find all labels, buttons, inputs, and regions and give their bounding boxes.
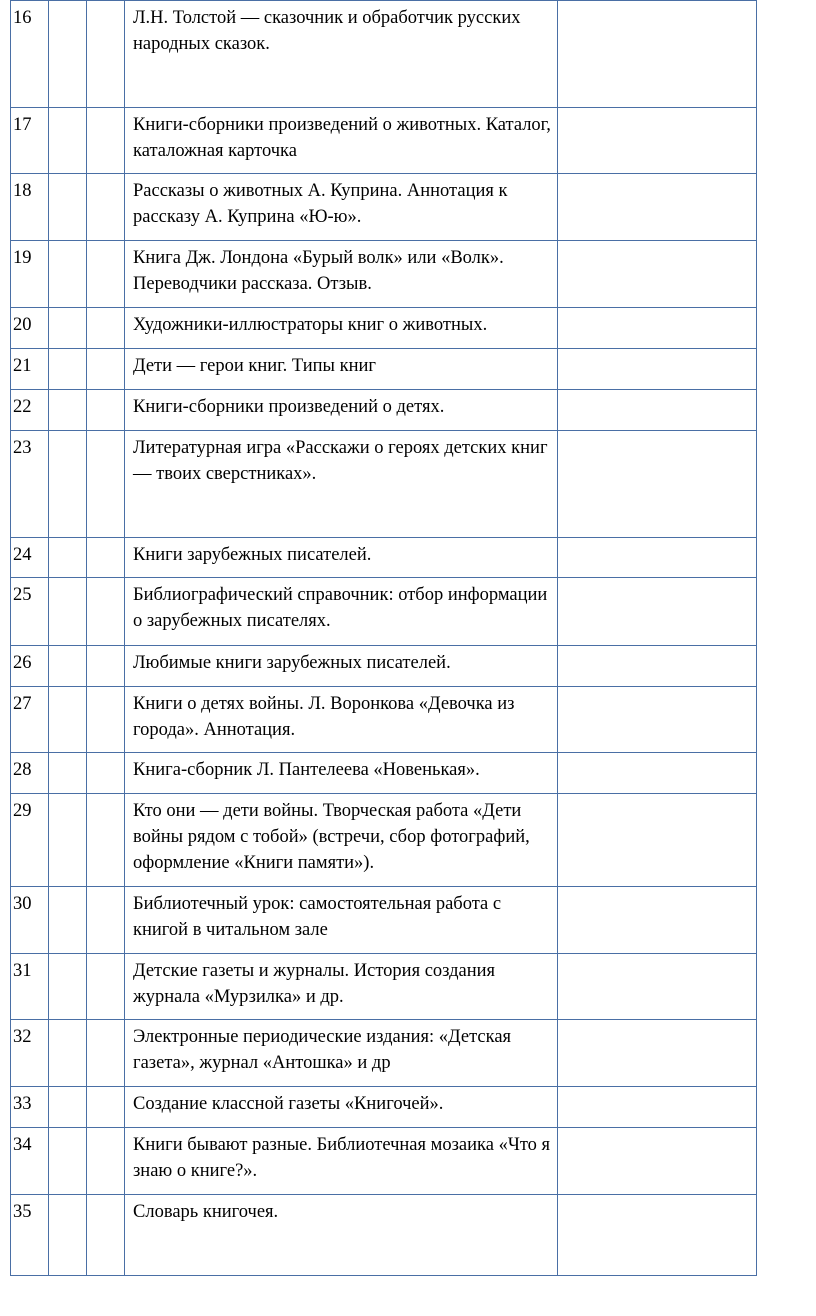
- empty-cell: [87, 1, 125, 108]
- lesson-number-cell: [11, 174, 49, 241]
- table-row: [11, 1195, 757, 1276]
- empty-cell: [87, 687, 125, 753]
- empty-cell: [49, 954, 87, 1020]
- lesson-topic: Электронные периодические издания: «Детская газета», журнал «Антошка» и др: [133, 1027, 512, 1073]
- notes-cell: [558, 1128, 757, 1195]
- notes-cell: [558, 753, 757, 794]
- lesson-topic-cell: [125, 431, 558, 538]
- lesson-number: 23: [13, 438, 32, 458]
- lesson-number: 22: [13, 397, 32, 417]
- lesson-number-cell: [11, 887, 49, 954]
- lesson-number-cell: [11, 1, 49, 108]
- empty-cell: [87, 1195, 125, 1276]
- notes-cell: [558, 646, 757, 687]
- lesson-number: 27: [13, 694, 32, 714]
- lesson-number: 24: [13, 545, 32, 565]
- empty-cell: [49, 687, 87, 753]
- notes-cell: [558, 687, 757, 753]
- lesson-topic: Любимые книги зарубежных писателей.: [133, 653, 451, 673]
- empty-cell: [49, 887, 87, 954]
- lesson-number: 19: [13, 248, 32, 268]
- lesson-topic-cell: [125, 308, 558, 349]
- lesson-topic: Рассказы о животных А. Куприна. Аннотация к рассказу А. Куприна «Ю-ю».: [133, 181, 508, 227]
- table-row: [11, 108, 757, 174]
- lesson-number: 20: [13, 315, 32, 335]
- lesson-topic: Литературная игра «Расскажи о героях детских книг — твоих сверстниках».: [133, 438, 548, 484]
- empty-cell: [49, 1128, 87, 1195]
- lesson-number-cell: [11, 1128, 49, 1195]
- empty-cell: [87, 390, 125, 431]
- lesson-number: 35: [13, 1202, 32, 1222]
- empty-cell: [87, 794, 125, 887]
- notes-cell: [558, 108, 757, 174]
- notes-cell: [558, 954, 757, 1020]
- empty-cell: [49, 578, 87, 646]
- notes-cell: [558, 794, 757, 887]
- lesson-number: 28: [13, 760, 32, 780]
- notes-cell: [558, 390, 757, 431]
- lesson-number-cell: [11, 390, 49, 431]
- empty-cell: [87, 308, 125, 349]
- lesson-topic-cell: [125, 349, 558, 390]
- notes-cell: [558, 174, 757, 241]
- lesson-topic: Книги о детях войны. Л. Воронкова «Девочка из города». Аннотация.: [133, 694, 515, 740]
- notes-cell: [558, 308, 757, 349]
- empty-cell: [49, 241, 87, 308]
- lesson-topic-cell: [125, 241, 558, 308]
- lesson-topic: Кто они — дети войны. Творческая работа «Дети войны рядом с тобой» (встречи, сбор фотографий, оформление «Книги памяти»).: [133, 801, 530, 873]
- notes-cell: [558, 1195, 757, 1276]
- empty-cell: [87, 538, 125, 578]
- lesson-number: 30: [13, 894, 32, 914]
- notes-cell: [558, 349, 757, 390]
- table-row: [11, 241, 757, 308]
- notes-cell: [558, 538, 757, 578]
- lesson-number-cell: [11, 431, 49, 538]
- notes-cell: [558, 431, 757, 538]
- empty-cell: [49, 174, 87, 241]
- lesson-topic-cell: [125, 578, 558, 646]
- lesson-topic-cell: [125, 174, 558, 241]
- empty-cell: [87, 431, 125, 538]
- empty-cell: [49, 108, 87, 174]
- table-row: [11, 646, 757, 687]
- empty-cell: [87, 646, 125, 687]
- lesson-number-cell: [11, 1020, 49, 1087]
- table-row: [11, 578, 757, 646]
- lesson-number-cell: [11, 646, 49, 687]
- table-row: [11, 431, 757, 538]
- lesson-number: 21: [13, 356, 32, 376]
- lesson-topic: Книги бывают разные. Библиотечная мозаика «Что я знаю о книге?».: [133, 1135, 551, 1181]
- lesson-topic: Создание классной газеты «Книгочей».: [133, 1094, 444, 1114]
- lesson-topic: Книги зарубежных писателей.: [133, 545, 372, 565]
- lesson-topic-cell: [125, 390, 558, 431]
- notes-cell: [558, 241, 757, 308]
- empty-cell: [87, 753, 125, 794]
- empty-cell: [87, 887, 125, 954]
- notes-cell: [558, 1020, 757, 1087]
- lesson-number-cell: [11, 241, 49, 308]
- lesson-number: 31: [13, 961, 32, 981]
- empty-cell: [49, 308, 87, 349]
- empty-cell: [49, 1087, 87, 1128]
- lesson-topic-cell: [125, 753, 558, 794]
- lesson-plan-table: [10, 0, 757, 1276]
- lesson-topic-cell: [125, 887, 558, 954]
- table-row: [11, 954, 757, 1020]
- notes-cell: [558, 1087, 757, 1128]
- lesson-number-cell: [11, 753, 49, 794]
- empty-cell: [87, 349, 125, 390]
- lesson-number: 33: [13, 1094, 32, 1114]
- empty-cell: [87, 108, 125, 174]
- notes-cell: [558, 578, 757, 646]
- empty-cell: [49, 1, 87, 108]
- table-row: [11, 1128, 757, 1195]
- lesson-number-cell: [11, 1195, 49, 1276]
- empty-cell: [87, 954, 125, 1020]
- lesson-topic-cell: [125, 794, 558, 887]
- lesson-topic: Детские газеты и журналы. История создания журнала «Мурзилка» и др.: [133, 961, 496, 1007]
- empty-cell: [87, 578, 125, 646]
- lesson-topic: Книга Дж. Лондона «Бурый волк» или «Волк». Переводчики рассказа. Отзыв.: [133, 248, 504, 294]
- notes-cell: [558, 887, 757, 954]
- lesson-topic-cell: [125, 538, 558, 578]
- lesson-number: 25: [13, 585, 32, 605]
- lesson-topic-cell: [125, 108, 558, 174]
- lesson-number: 34: [13, 1135, 32, 1155]
- lesson-topic: Библиотечный урок: самостоятельная работа с книгой в читальном зале: [133, 894, 502, 940]
- empty-cell: [49, 431, 87, 538]
- table-row: [11, 794, 757, 887]
- table-row: [11, 174, 757, 241]
- empty-cell: [49, 538, 87, 578]
- lesson-number: 26: [13, 653, 32, 673]
- lesson-topic-cell: [125, 1020, 558, 1087]
- empty-cell: [49, 646, 87, 687]
- empty-cell: [87, 1128, 125, 1195]
- lesson-topic-cell: [125, 1, 558, 108]
- table-row: [11, 308, 757, 349]
- lesson-number-cell: [11, 687, 49, 753]
- empty-cell: [87, 1087, 125, 1128]
- empty-cell: [49, 794, 87, 887]
- lesson-number-cell: [11, 349, 49, 390]
- lesson-number: 18: [13, 181, 32, 201]
- lesson-number-cell: [11, 108, 49, 174]
- lesson-topic: Дети — герои книг. Типы книг: [133, 356, 376, 376]
- empty-cell: [49, 390, 87, 431]
- lesson-number: 32: [13, 1027, 32, 1047]
- lesson-number-cell: [11, 1087, 49, 1128]
- lesson-number: 29: [13, 801, 32, 821]
- lesson-topic-cell: [125, 954, 558, 1020]
- table-row: [11, 753, 757, 794]
- empty-cell: [49, 1020, 87, 1087]
- empty-cell: [87, 174, 125, 241]
- empty-cell: [49, 349, 87, 390]
- lesson-topic: Словарь книгочея.: [133, 1202, 279, 1222]
- table-row: [11, 887, 757, 954]
- notes-cell: [558, 1, 757, 108]
- empty-cell: [87, 241, 125, 308]
- table-row: [11, 1, 757, 108]
- lesson-number-cell: [11, 308, 49, 349]
- empty-cell: [87, 1020, 125, 1087]
- lesson-topic-cell: [125, 1087, 558, 1128]
- table-row: [11, 349, 757, 390]
- lesson-topic: Книги-сборники произведений о детях.: [133, 397, 445, 417]
- empty-cell: [49, 753, 87, 794]
- lesson-topic-cell: [125, 1195, 558, 1276]
- table-row: [11, 1020, 757, 1087]
- lesson-number: 16: [13, 8, 32, 28]
- lesson-number-cell: [11, 954, 49, 1020]
- lesson-topic: Библиографический справочник: отбор информации о зарубежных писателях.: [133, 585, 548, 631]
- lesson-topic: Л.Н. Толстой — сказочник и обработчик русских народных сказок.: [133, 8, 521, 54]
- lesson-number-cell: [11, 578, 49, 646]
- table-row: [11, 1087, 757, 1128]
- table-row: [11, 390, 757, 431]
- lesson-topic-cell: [125, 1128, 558, 1195]
- lesson-topic: Книги-сборники произведений о животных. Каталог, каталожная карточка: [133, 115, 551, 161]
- empty-cell: [49, 1195, 87, 1276]
- lesson-number: 17: [13, 115, 32, 135]
- lesson-topic-cell: [125, 646, 558, 687]
- lesson-number-cell: [11, 794, 49, 887]
- table-row: [11, 538, 757, 578]
- lesson-number-cell: [11, 538, 49, 578]
- table-row: [11, 687, 757, 753]
- lesson-topic: Художники-иллюстраторы книг о животных.: [133, 315, 488, 335]
- lesson-topic-cell: [125, 687, 558, 753]
- lesson-topic: Книга-сборник Л. Пантелеева «Новенькая».: [133, 760, 480, 780]
